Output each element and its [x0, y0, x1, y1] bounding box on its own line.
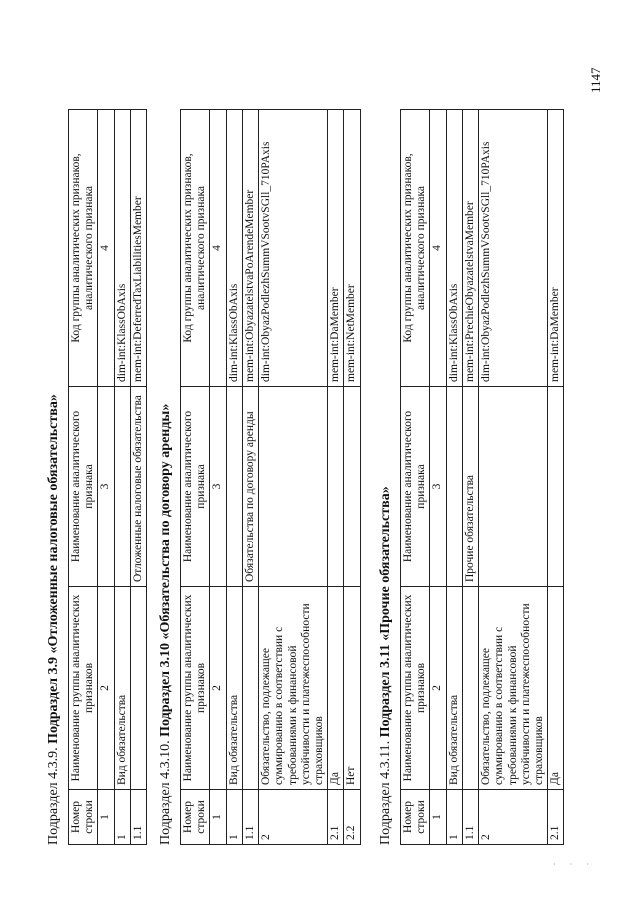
group-cell: Обязательство, подлежащее суммированию в соответствии с требованиями к финансовой устойчивости и платежеспособности страховщиков	[479, 587, 548, 790]
section-heading-2	[158, 404, 174, 845]
column-number-row	[98, 110, 114, 845]
code-cell: dim-int:KlassObAxis	[114, 110, 130, 387]
colnum-cell: 3	[430, 387, 446, 587]
row-number: 1.1	[462, 790, 478, 845]
group-cell	[242, 587, 258, 790]
code-cell: dim-int:KlassObAxis	[446, 110, 462, 387]
name-cell	[114, 387, 130, 587]
column-number-row	[430, 110, 446, 845]
table-row	[479, 110, 548, 845]
group-cell	[130, 587, 146, 790]
code-cell: dim-int:ObyazPodlezhSummVSootvSGll_710PAxis	[259, 110, 328, 387]
colnum-cell: 1	[98, 790, 114, 845]
table-row	[548, 110, 564, 845]
code-cell: mem-int:DeferredTaxLiabilitiesMember	[130, 110, 146, 387]
name-cell	[446, 387, 462, 587]
header-code: Код группы аналитических признаков, аналитического признака	[181, 110, 210, 387]
group-cell: Вид обязательства	[446, 587, 462, 790]
group-cell: Нет	[344, 587, 360, 790]
colnum-cell: 4	[210, 110, 226, 387]
code-cell: dim-int:ObyazPodlezhSummVSootvSGll_710PAxis	[479, 110, 548, 387]
colnum-cell: 4	[98, 110, 114, 387]
colnum-cell: 1	[210, 790, 226, 845]
row-number: 1.1	[242, 790, 258, 845]
section-prefix: Подраздел 4.3.11.	[378, 737, 393, 845]
row-number: 1	[446, 790, 462, 845]
table-section-2	[180, 109, 361, 845]
section-title: Подраздел 3.11 «Прочие обязательства»	[378, 486, 393, 738]
header-group: Наименование группы аналитических признаков	[181, 587, 210, 790]
header-group: Наименование группы аналитических признаков	[401, 587, 430, 790]
name-cell	[344, 387, 360, 587]
table-row	[259, 110, 328, 845]
group-cell: Да	[328, 587, 344, 790]
header-group: Наименование группы аналитических признаков	[69, 587, 98, 790]
name-cell: Обязательства по договору аренды	[242, 387, 258, 587]
code-cell: mem-int:DaMember	[328, 110, 344, 387]
table-row	[130, 110, 146, 845]
name-cell	[548, 387, 564, 587]
header-code: Код группы аналитических признаков, аналитического признака	[69, 110, 98, 387]
row-number: 2.2	[344, 790, 360, 845]
table-row	[446, 110, 462, 845]
row-number: 2	[259, 790, 328, 845]
colnum-cell: 4	[430, 110, 446, 387]
section-heading-1	[46, 394, 62, 845]
group-cell: Да	[548, 587, 564, 790]
section-title: Подраздел 3.10 «Обязательства по договору аренды»	[158, 403, 173, 737]
table-row	[114, 110, 130, 845]
colnum-cell: 2	[210, 587, 226, 790]
table-header-row	[401, 110, 430, 845]
section-title: Подраздел 3.9 «Отложенные налоговые обязательства»	[46, 394, 61, 744]
header-num: Номер строки	[181, 790, 210, 845]
header-name: Наименование аналитического признака	[181, 387, 210, 587]
colnum-cell: 3	[98, 387, 114, 587]
row-number: 1	[226, 790, 242, 845]
table-header-row	[69, 110, 98, 845]
row-number: 2.1	[548, 790, 564, 845]
code-cell: mem-int:PrechieObyazatelstvaMember	[462, 110, 478, 387]
table-row	[462, 110, 478, 845]
header-name: Наименование аналитического признака	[401, 387, 430, 587]
name-cell: Отложенные налоговые обязательства	[130, 387, 146, 587]
page-number: 1147	[588, 67, 603, 93]
table-section-3	[400, 109, 564, 845]
header-code: Код группы аналитических признаков, аналитического признака	[401, 110, 430, 387]
table-row	[328, 110, 344, 845]
row-number: 1	[114, 790, 130, 845]
group-cell: Вид обязательства	[114, 587, 130, 790]
code-cell: mem-int:ObyazatelstvaPoArendeMember	[242, 110, 258, 387]
colnum-cell: 3	[210, 387, 226, 587]
name-cell	[479, 387, 548, 587]
row-number: 2	[479, 790, 548, 845]
table-row	[226, 110, 242, 845]
colnum-cell: 2	[430, 587, 446, 790]
code-cell: mem-int:DaMember	[548, 110, 564, 387]
table-section-1	[68, 109, 147, 845]
code-cell: dim-int:KlassObAxis	[226, 110, 242, 387]
code-cell: mem-int:NetMember	[344, 110, 360, 387]
column-number-row	[210, 110, 226, 845]
table-header-row	[181, 110, 210, 845]
colnum-cell: 2	[98, 587, 114, 790]
scan-specks: · · ·	[553, 860, 595, 869]
section-prefix: Подраздел 4.3.10.	[158, 736, 173, 845]
section-prefix: Подраздел 4.3.9.	[46, 743, 61, 845]
name-cell	[226, 387, 242, 587]
header-name: Наименование аналитического признака	[69, 387, 98, 587]
table-row	[344, 110, 360, 845]
group-cell	[462, 587, 478, 790]
colnum-cell: 1	[430, 790, 446, 845]
group-cell: Обязательство, подлежащее суммированию в соответствии с требованиями к финансовой устойчивости и платежеспособности страховщиков	[259, 587, 328, 790]
row-number: 1.1	[130, 790, 146, 845]
name-cell	[259, 387, 328, 587]
name-cell: Прочие обязательства	[462, 387, 478, 587]
row-number: 2.1	[328, 790, 344, 845]
table-row	[242, 110, 258, 845]
group-cell: Вид обязательства	[226, 587, 242, 790]
name-cell	[328, 387, 344, 587]
header-num: Номер строки	[401, 790, 430, 845]
section-heading-3	[378, 486, 394, 845]
header-num: Номер строки	[69, 790, 98, 845]
